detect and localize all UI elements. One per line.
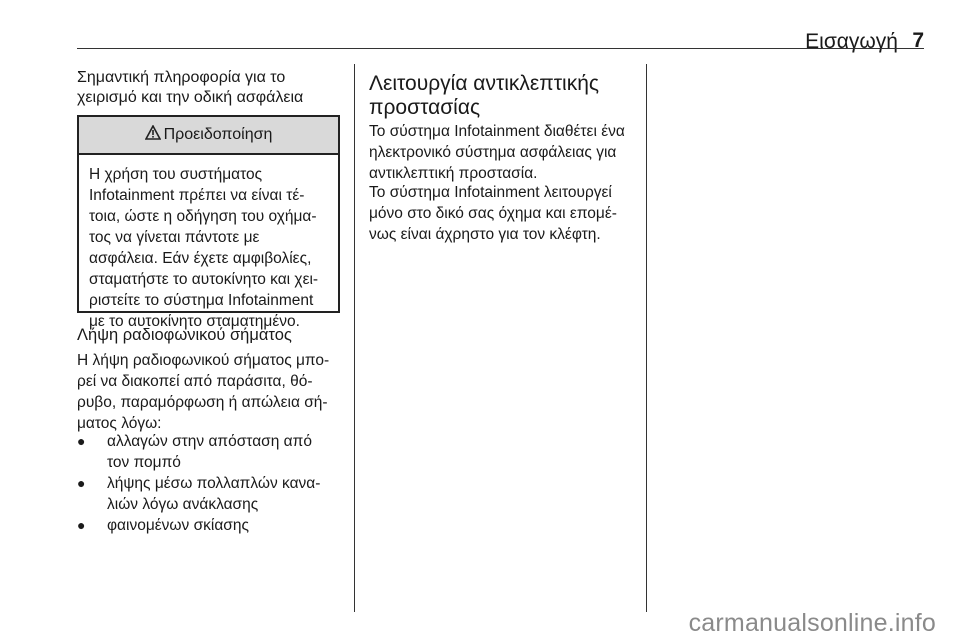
paragraph-line: Το σύστημα Infotainment λειτουργεί — [369, 184, 612, 201]
warning-line: τος να γίνεται πάντοτε με — [89, 229, 260, 246]
heading-line: Λήψη ραδιοφωνικού σήματος — [77, 326, 292, 344]
paragraph-line: ματος λόγω: — [77, 415, 162, 432]
bullet-dot: ● — [77, 433, 86, 449]
bullet-line: λιών λόγω ανάκλασης — [107, 496, 259, 513]
paragraph-line: Η λήψη ραδιοφωνικού σήματος μπο- — [77, 352, 330, 369]
paragraph-line: μόνο στο δικό σας όχημα και επομέ- — [369, 205, 617, 222]
heading-line: Λειτουργία αντικλεπτικής — [369, 72, 600, 95]
warning-line: Infotainment πρέπει να είναι τέ- — [89, 187, 305, 204]
paragraph-line: ρυβο, παραμόρφωση ή απώλεια σή- — [77, 394, 328, 411]
warning-line: σταματήστε το αυτοκίνητο και χει- — [89, 271, 319, 288]
column-divider-left — [354, 64, 355, 612]
page-header-title: Εισαγωγή — [805, 30, 898, 53]
paragraph-line: ρεί να διακοπεί από παράσιτα, θό- — [77, 373, 313, 390]
section-heading-safety — [77, 68, 303, 108]
antitheft-paragraph-2 — [369, 182, 617, 245]
bullet-line: λήψης μέσω πολλαπλών κανα- — [107, 475, 321, 492]
page-number: 7 — [912, 29, 924, 52]
section-heading-antitheft — [369, 72, 599, 120]
bullet-line: τον πομπό — [107, 454, 181, 471]
paragraph-line: αντικλεπτική προστασία. — [369, 165, 538, 182]
heading-line: χειρισμό και την οδική ασφάλεια — [77, 89, 304, 106]
watermark: carmanualsonline.info — [688, 609, 936, 637]
warning-header — [79, 117, 338, 155]
header-rule — [77, 48, 924, 49]
warning-box — [77, 115, 340, 330]
bullet-dot: ● — [77, 517, 86, 533]
radio-paragraph — [77, 350, 329, 434]
warning-line: Η χρήση του συστήματος — [89, 166, 263, 183]
warning-text — [89, 164, 318, 332]
paragraph-line: νως είναι άχρηστο για τον κλέφτη. — [369, 226, 601, 243]
bullet-line: φαινομένων σκίασης — [107, 517, 249, 534]
bullet-dot: ● — [77, 475, 86, 491]
paragraph-line: ηλεκτρονικό σύστημα ασφάλειας για — [369, 144, 617, 161]
heading-line: προστασίας — [369, 96, 481, 119]
warning-triangle-icon — [145, 125, 164, 145]
warning-line: με το αυτοκίνητο σταματημένο. — [89, 313, 300, 330]
warning-line: ριστείτε το σύστημα Infotainment — [89, 292, 314, 309]
warning-line: ασφάλεια. Εάν έχετε αμφιβολίες, — [89, 250, 312, 267]
paragraph-line: Το σύστημα Infotainment διαθέτει ένα — [369, 123, 625, 140]
section-heading-radio — [77, 325, 292, 345]
antitheft-paragraph-1 — [369, 121, 625, 184]
column-divider-right — [646, 64, 647, 612]
bullet-line: αλλαγών στην απόσταση από — [107, 433, 312, 450]
warning-line: τοια, ώστε η οδήγηση του οχήμα- — [89, 208, 317, 225]
warning-title: Προειδοποίηση — [163, 126, 273, 143]
heading-line: Σημαντική πληροφορία για το — [77, 69, 286, 86]
